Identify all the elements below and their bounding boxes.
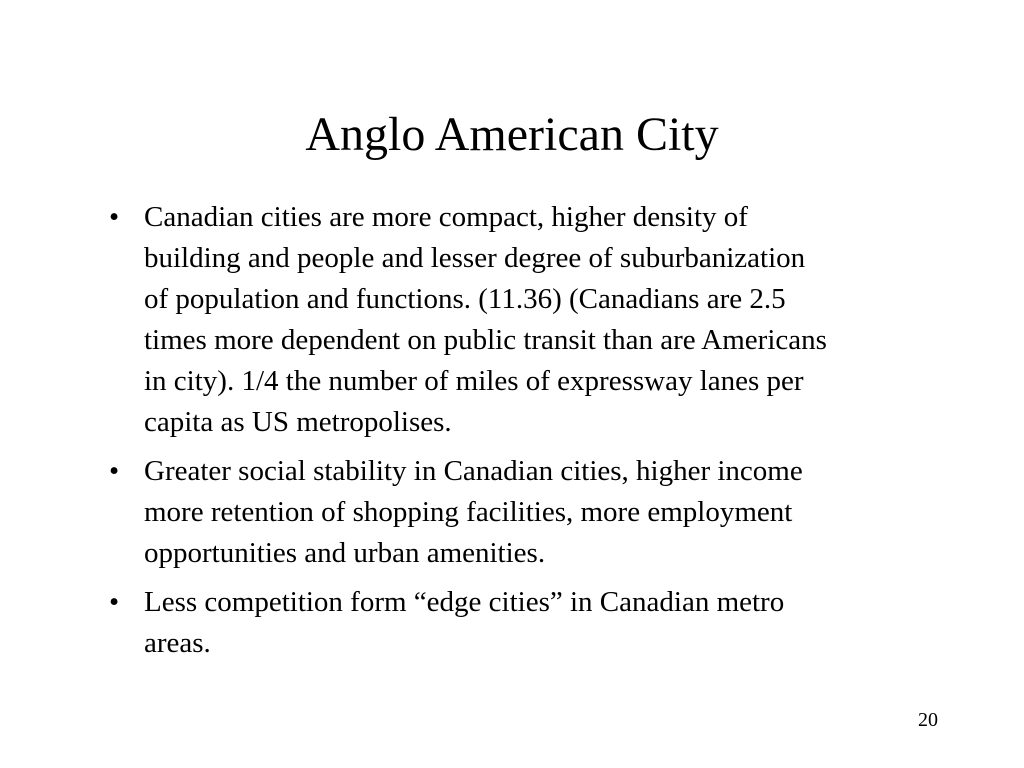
bullet-text — [144, 197, 956, 443]
bullet-line: times more dependent on public transit than are Americans — [144, 324, 827, 356]
slide-title: Anglo American City — [305, 108, 719, 161]
bullet-line: more retention of shopping facilities, more employment — [144, 496, 793, 528]
bullet-text — [144, 451, 956, 574]
bullet-line: of population and functions. (11.36) (Canadians are 2.5 — [144, 283, 786, 315]
bullet-item — [106, 197, 956, 443]
bullet-list — [106, 197, 956, 672]
bullet-line: opportunities and urban amenities. — [144, 537, 546, 569]
bullet-line: areas. — [144, 627, 211, 659]
bullet-item — [106, 451, 956, 574]
slide-number: 20 — [918, 709, 938, 731]
bullet-line: Greater social stability in Canadian cities, higher income — [144, 455, 803, 487]
bullet-line: Canadian cities are more compact, higher density of — [144, 201, 748, 233]
bullet-icon: • — [109, 586, 120, 618]
bullet-item — [106, 582, 956, 664]
bullet-text — [144, 582, 956, 664]
bullet-line: capita as US metropolises. — [144, 406, 452, 438]
bullet-icon: • — [109, 455, 120, 487]
bullet-line: in city). 1/4 the number of miles of expressway lanes per — [144, 365, 804, 397]
bullet-icon: • — [109, 201, 120, 233]
bullet-line: building and people and lesser degree of suburbanization — [144, 242, 806, 274]
bullet-line: Less competition form “edge cities” in Canadian metro — [144, 586, 785, 618]
